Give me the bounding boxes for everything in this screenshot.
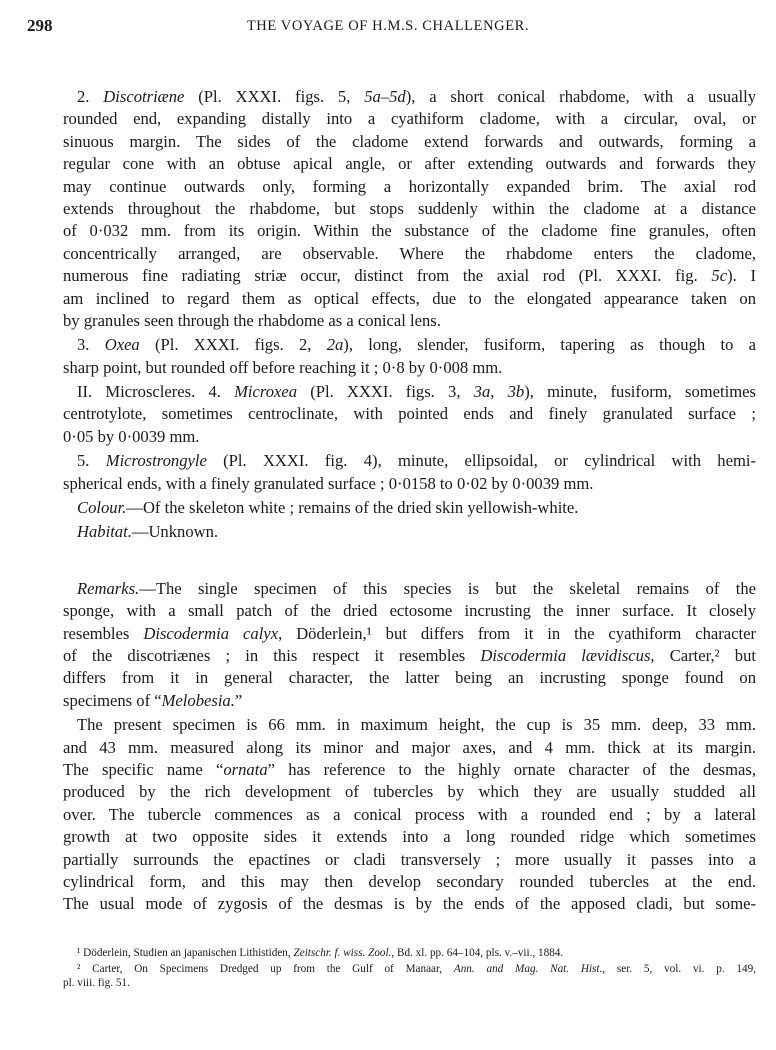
italic-text: Habitat.: [77, 522, 132, 542]
body-text: [63, 86, 756, 918]
text-segment: sinuous margin. The sides of the cladome extend forwards and outwards, forming a: [63, 131, 756, 151]
text-segment: (Pl. XXXI. figs. 5,: [184, 87, 365, 106]
text-segment: by granules seen through the rhabdome as a conical lens.: [63, 310, 441, 330]
text-line: [63, 781, 756, 803]
text-segment: The usual mode of zygosis of the desmas is by the ends of the apposed cladi, but some-: [63, 894, 756, 914]
text-line: [63, 645, 756, 667]
page-number: 298: [27, 16, 53, 35]
text-segment: (Pl. XXXI. figs. 2,: [139, 335, 327, 355]
italic-text: Ann. and Mag. Nat. Hist.: [453, 963, 603, 975]
text-segment: ), minute, fusiform, sometimes: [524, 382, 756, 402]
italic-text: Discodermia calyx: [143, 623, 279, 643]
italic-text: 5c: [711, 266, 728, 286]
text-segment: numerous fine radiating striæ occur, distinct from the axial rod (Pl. XXXI. fig.: [63, 266, 712, 286]
text-segment: 3.: [77, 335, 105, 355]
text-line: [63, 243, 756, 265]
text-segment: 5.: [77, 451, 106, 471]
text-line: [63, 108, 756, 130]
italic-text: Microxea: [234, 382, 298, 402]
text-segment: specimens of “: [63, 690, 162, 710]
italic-text: Colour.: [77, 498, 127, 518]
text-segment: (Pl. XXXI. fig. 4), minute, ellipsoidal, or cylindrical with hemi-: [206, 451, 757, 471]
text-segment: ). I: [727, 266, 756, 286]
text-segment: 2.: [77, 87, 104, 106]
text-segment: , Carter,² but: [650, 645, 756, 665]
text-segment: ), long, slender, fusiform, tapering as though to a: [343, 335, 757, 355]
text-segment: and 43 mm. measured along its minor and major axes, and 4 mm. thick at its margin.: [63, 737, 756, 757]
italic-text: 5a–5d: [364, 87, 406, 106]
text-segment: , Bd. xl. pp. 64–104, pls. v.–vii., 1884.: [391, 947, 564, 959]
text-line: [63, 714, 756, 736]
text-line: [63, 667, 756, 689]
italic-text: Melobesia.: [161, 690, 235, 710]
text-segment: ”: [234, 690, 243, 710]
text-line: [63, 690, 756, 712]
text-line: [63, 220, 756, 242]
text-line: [63, 871, 756, 893]
text-segment: cylindrical form, and this may then develop secondary rounded tubercles at the end.: [63, 871, 756, 891]
text-line: [63, 357, 756, 379]
text-segment: , Döderlein,¹ but differs from it in the cyathiform character: [278, 623, 757, 643]
italic-text: ornata: [223, 759, 268, 779]
text-line: [63, 310, 756, 332]
text-segment: spherical ends, with a finely granulated surface ; 0·0158 to 0·02 by 0·0039 mm.: [63, 473, 594, 493]
text-segment: rounded end, expanding distally into a cyathiform cladome, with a circular, oval, or: [63, 109, 756, 129]
text-segment: of the discotriænes ; in this respect it resembles: [63, 645, 481, 665]
paragraph: [63, 497, 756, 519]
text-segment: centrotylote, sometimes centroclinate, with pointed ends and finely granulated surface ;: [63, 404, 756, 424]
text-line: [63, 473, 756, 495]
footnote: [63, 962, 756, 990]
text-line: [63, 265, 756, 287]
text-line: [63, 381, 756, 403]
text-segment: concentrically arranged, are observable. Where the rhabdome enters the cladome,: [63, 243, 756, 263]
text-segment: differs from it in general character, the latter being an incrusting sponge found on: [63, 668, 756, 688]
text-line: [63, 759, 756, 781]
text-line: [63, 976, 756, 990]
text-segment: of 0·032 mm. from its origin. Within the substance of the cladome fine granules, often: [63, 221, 756, 241]
text-segment: 0·05 by 0·0039 mm.: [63, 426, 200, 446]
text-line: [63, 450, 756, 472]
italic-text: 3a: [473, 382, 491, 402]
text-segment: over. The tubercle commences as a conical process with a rounded end ; by a lateral: [63, 804, 756, 824]
footnotes: [63, 946, 756, 992]
text-segment: (Pl. XXXI. figs. 3,: [297, 382, 474, 402]
paragraph: [63, 450, 756, 495]
text-line: [63, 198, 756, 220]
text-line: [63, 497, 756, 519]
text-segment: , ser. 5, vol. vi. p. 149,: [602, 963, 756, 975]
text-line: [63, 521, 756, 543]
text-line: [63, 131, 756, 153]
text-line: [63, 176, 756, 198]
text-line: [63, 334, 756, 356]
text-line: [63, 153, 756, 175]
text-segment: produced by the rich development of tubercles by which they are usually studded all: [63, 782, 756, 802]
paragraph: [63, 334, 756, 379]
text-line: [63, 893, 756, 915]
text-line: [63, 86, 756, 108]
text-line: [63, 962, 756, 976]
text-segment: growth at two opposite sides it extends into a long rounded ridge which sometimes: [63, 827, 756, 847]
text-segment: resembles: [63, 623, 144, 643]
text-line: [63, 826, 756, 848]
italic-text: Microstrongyle: [105, 451, 207, 471]
text-segment: ), a short conical rhabdome, with a usually: [405, 87, 756, 106]
text-segment: ,: [490, 382, 508, 402]
text-segment: —Unknown.: [131, 522, 219, 542]
paragraph: [63, 86, 756, 332]
text-segment: sponge, with a small patch of the dried ectosome incrusting the inner surface. It closely: [63, 601, 756, 621]
text-segment: am inclined to regard them as optical effects, due to the elongated appearance taken on: [63, 288, 756, 308]
text-segment: extends throughout the rhabdome, but stops suddenly within the cladome at a distance: [63, 198, 756, 218]
running-title: THE VOYAGE OF H.M.S. CHALLENGER.: [246, 18, 530, 34]
text-segment: regular cone with an obtuse apical angle, or after extending outwards and forwards they: [63, 154, 756, 174]
footnote: [63, 946, 756, 960]
text-line: [63, 403, 756, 425]
italic-text: 3b: [507, 382, 525, 402]
text-line: [63, 804, 756, 826]
text-segment: pl. viii. fig. 51.: [63, 977, 130, 989]
italic-text: Remarks.: [77, 578, 140, 598]
paragraph: [63, 578, 756, 712]
italic-text: Zeitschr. f. wiss. Zool.: [293, 947, 392, 959]
text-line: [63, 849, 756, 871]
text-line: [63, 578, 756, 600]
italic-text: Discodermia lævidiscus: [480, 645, 651, 665]
text-segment: ” has reference to the highly ornate character of the desmas,: [267, 759, 757, 779]
italic-text: Oxea: [104, 335, 140, 355]
text-line: [63, 623, 756, 645]
text-segment: may continue outwards only, forming a horizontally expanded brim. The axial rod: [63, 176, 756, 196]
text-segment: sharp point, but rounded off before reaching it ; 0·8 by 0·008 mm.: [63, 357, 503, 377]
text-line: [63, 288, 756, 310]
text-segment: The specific name “: [63, 759, 224, 779]
text-segment: The present specimen is 66 mm. in maximum height, the cup is 35 mm. deep, 33 mm.: [77, 715, 756, 735]
text-line: [63, 946, 756, 960]
italic-text: 2a: [326, 335, 344, 355]
text-segment: —The single specimen of this species is but the skeletal remains of the: [139, 578, 756, 598]
paragraph: [63, 714, 756, 916]
text-line: [63, 426, 756, 448]
text-line: [63, 737, 756, 759]
paragraph: [63, 521, 756, 543]
text-segment: partially surrounds the epactines or cladi transversely ; more usually it passes into a: [63, 849, 756, 869]
text-segment: ¹ Döderlein, Studien an japanischen Lithistiden,: [77, 947, 294, 959]
paragraph: [63, 381, 756, 448]
text-segment: II. Microscleres. 4.: [77, 382, 235, 402]
text-segment: ² Carter, On Specimens Dredged up from the Gulf of Manaar,: [77, 963, 454, 975]
text-line: [63, 600, 756, 622]
italic-text: Discotriæne: [103, 87, 185, 106]
text-segment: —Of the skeleton white ; remains of the dried skin yellowish-white.: [126, 498, 579, 518]
